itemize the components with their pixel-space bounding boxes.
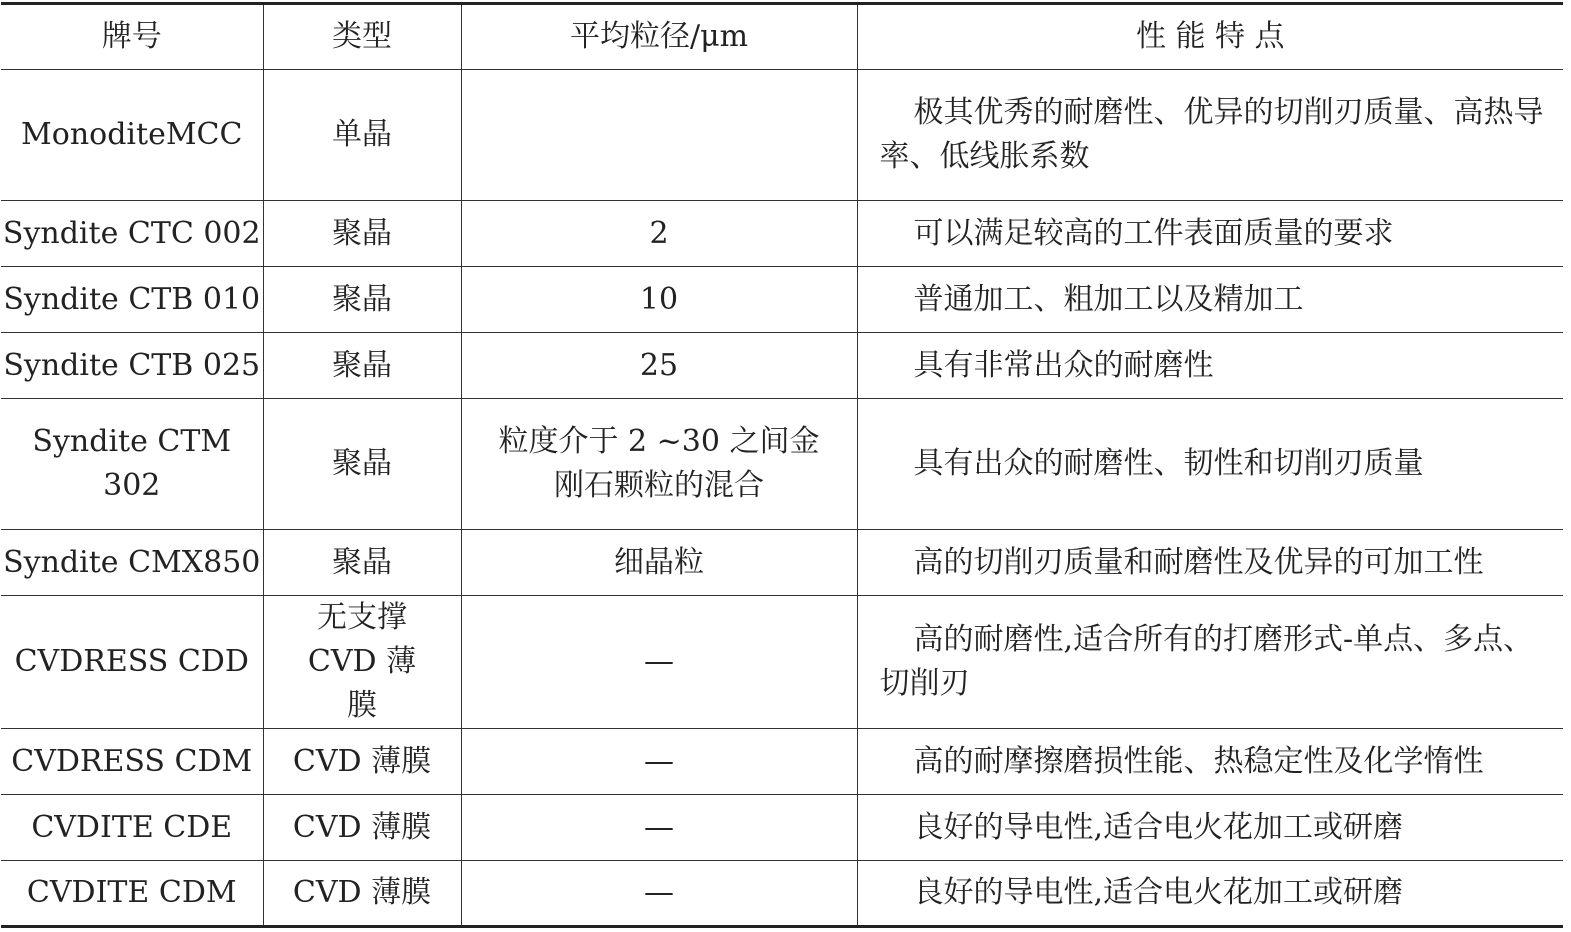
cell-type: 无支撑 CVD 薄膜 (263, 596, 461, 729)
cell-grade: MonoditeMCC (1, 70, 263, 201)
table-row (1, 729, 1563, 795)
cell-type: 聚晶 (263, 267, 461, 333)
cell-grade: CVDITE CDE (1, 795, 263, 861)
header-grade: 牌号 (1, 4, 263, 70)
cell-grade: Syndite CTC 002 (1, 201, 263, 267)
cell-size: 细晶粒 (461, 530, 857, 596)
cell-features: 具有非常出众的耐磨性 (857, 333, 1563, 399)
cell-size: 粒度介于 2 ~30 之间金刚石颗粒的混合 (461, 399, 857, 530)
cell-features: 高的耐摩擦磨损性能、热稳定性及化学惰性 (857, 729, 1563, 795)
cell-type: 聚晶 (263, 399, 461, 530)
cell-grade: Syndite CMX850 (1, 530, 263, 596)
cell-grade: CVDITE CDM (1, 861, 263, 927)
cell-grade: Syndite CTB 010 (1, 267, 263, 333)
cell-size: 2 (461, 201, 857, 267)
header-features: 性 能 特 点 (857, 4, 1563, 70)
cell-type: 聚晶 (263, 201, 461, 267)
cell-grade: CVDRESS CDM (1, 729, 263, 795)
cell-features: 极其优秀的耐磨性、优异的切削刃质量、高热导率、低线胀系数 (857, 70, 1563, 201)
cell-size: 25 (461, 333, 857, 399)
cell-size: — (461, 861, 857, 927)
table-row (1, 267, 1563, 333)
table-header-row (1, 4, 1563, 70)
cell-features: 具有出众的耐磨性、韧性和切削刃质量 (857, 399, 1563, 530)
cell-features: 可以满足较高的工件表面质量的要求 (857, 201, 1563, 267)
table (1, 2, 1563, 928)
cell-type: 聚晶 (263, 530, 461, 596)
table-row (1, 333, 1563, 399)
table-row (1, 70, 1563, 201)
cell-size (461, 70, 857, 201)
header-avg-size: 平均粒径/μm (461, 4, 857, 70)
cell-grade: Syndite CTM 302 (1, 399, 263, 530)
cell-features: 高的切削刃质量和耐磨性及优异的可加工性 (857, 530, 1563, 596)
cell-features: 高的耐磨性,适合所有的打磨形式-单点、多点、切削刃 (857, 596, 1563, 729)
cell-type: 单晶 (263, 70, 461, 201)
cell-features: 良好的导电性,适合电火花加工或研磨 (857, 861, 1563, 927)
cell-size: — (461, 729, 857, 795)
table-row (1, 530, 1563, 596)
table-row (1, 201, 1563, 267)
cell-size: — (461, 795, 857, 861)
cell-size: 10 (461, 267, 857, 333)
cell-type: 聚晶 (263, 333, 461, 399)
cell-grade: CVDRESS CDD (1, 596, 263, 729)
table-row (1, 861, 1563, 927)
table-row (1, 795, 1563, 861)
cell-features: 普通加工、粗加工以及精加工 (857, 267, 1563, 333)
cell-size: — (461, 596, 857, 729)
header-type: 类型 (263, 4, 461, 70)
table-row (1, 399, 1563, 530)
cell-type: CVD 薄膜 (263, 729, 461, 795)
cell-type: CVD 薄膜 (263, 861, 461, 927)
cell-features: 良好的导电性,适合电火花加工或研磨 (857, 795, 1563, 861)
cell-grade: Syndite CTB 025 (1, 333, 263, 399)
table-row (1, 596, 1563, 729)
cell-type: CVD 薄膜 (263, 795, 461, 861)
